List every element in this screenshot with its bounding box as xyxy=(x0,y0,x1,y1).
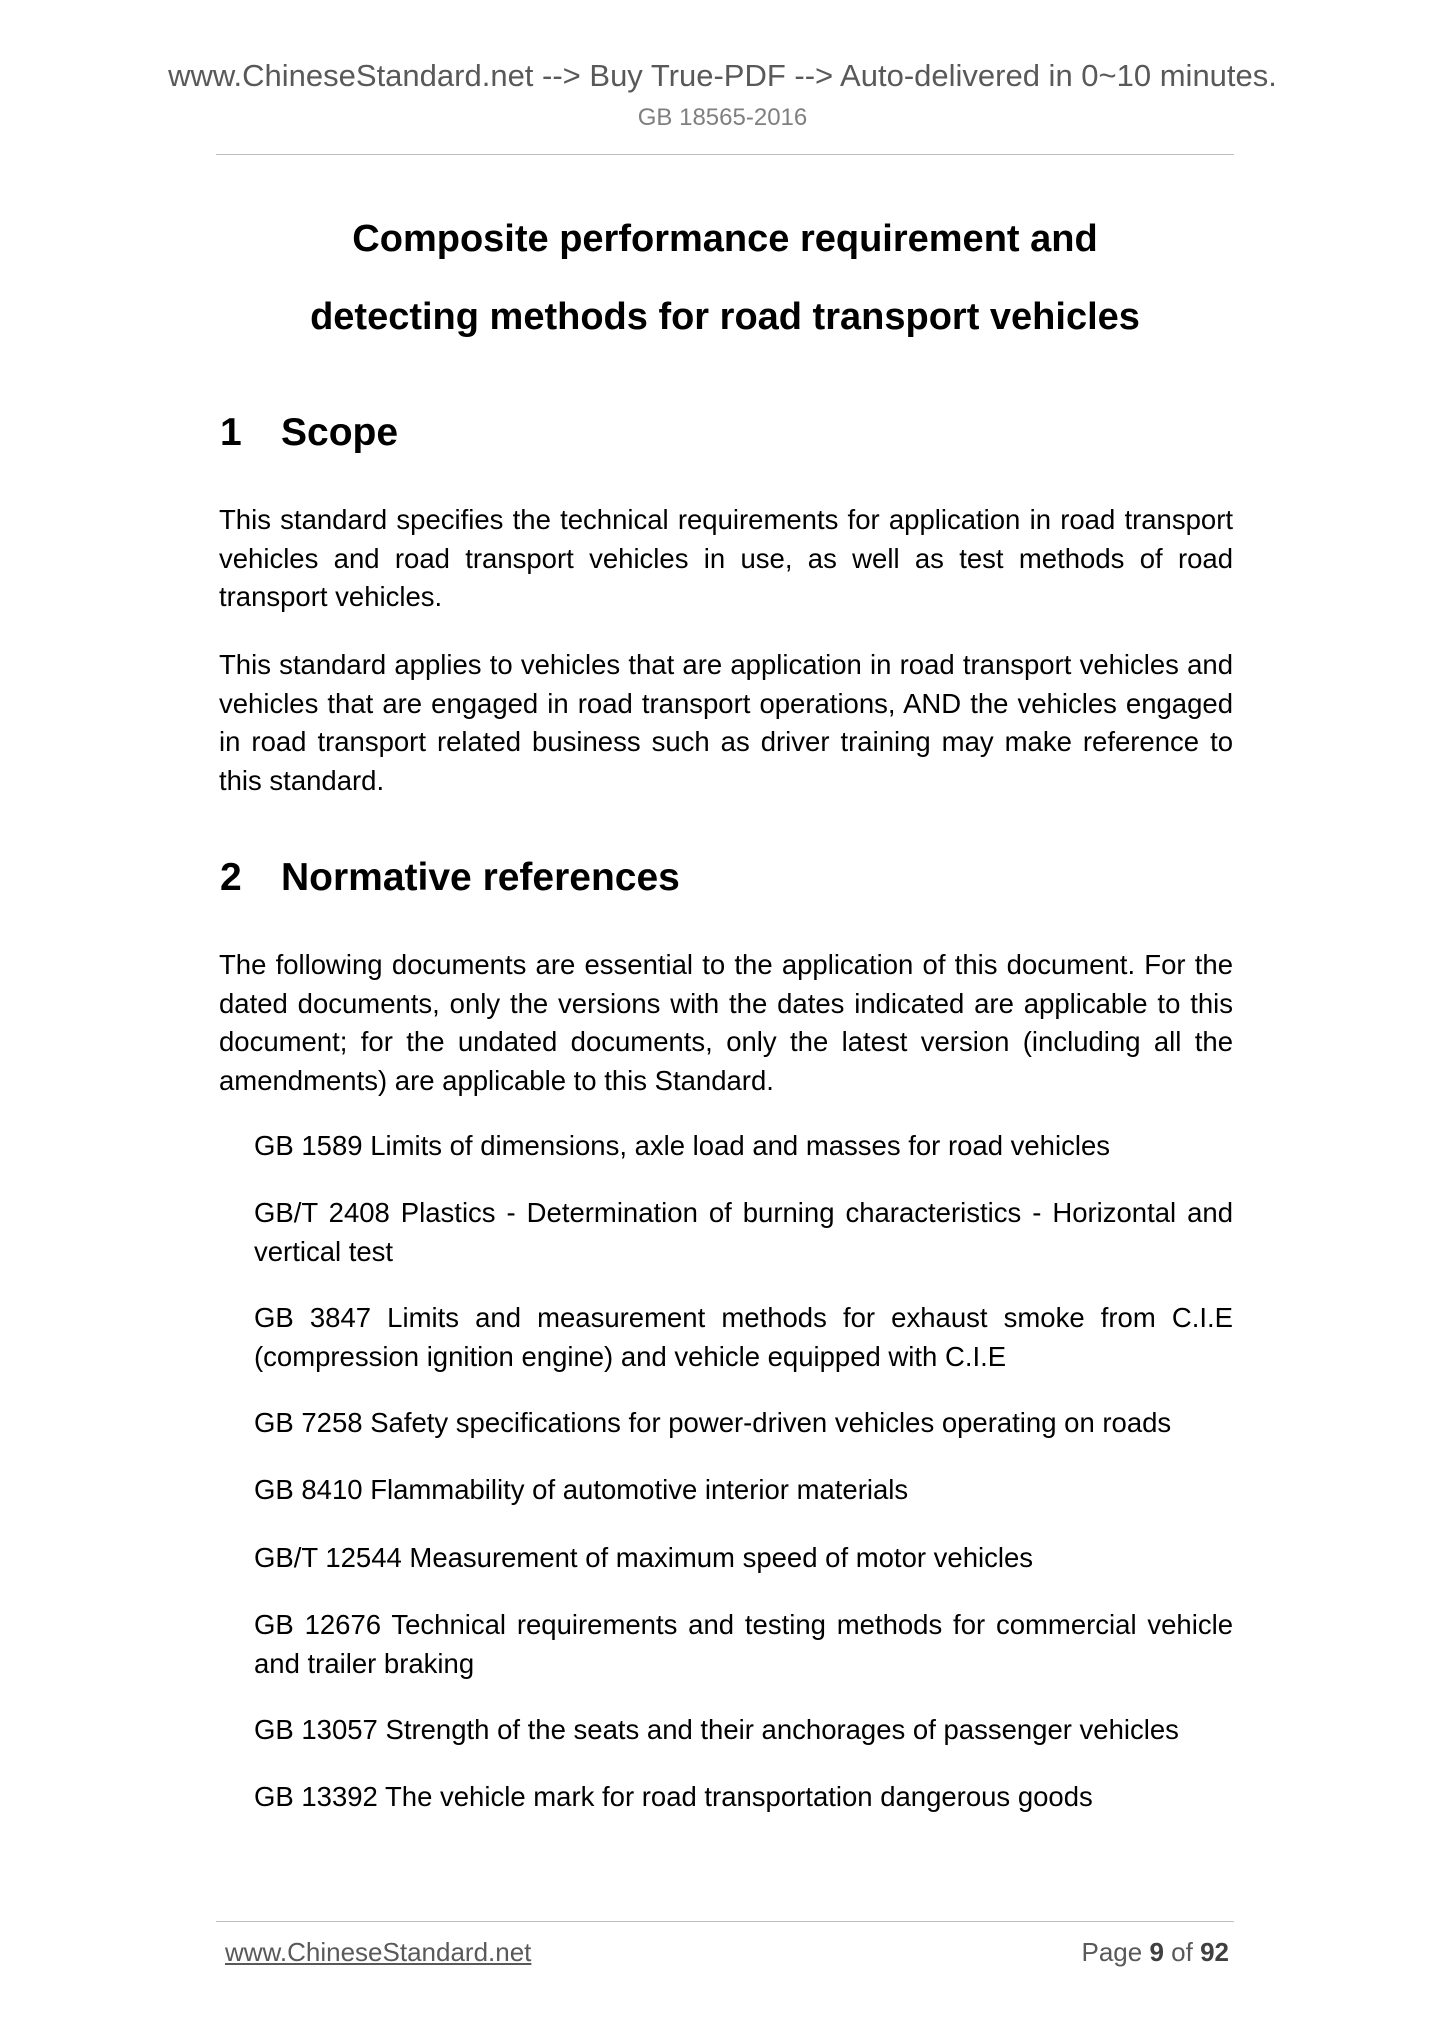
reference-item: GB 12676 Technical requirements and testing methods for commercial vehicle and trailer braking xyxy=(254,1609,1233,1679)
page-total: 92 xyxy=(1200,1937,1229,1967)
section-heading-scope xyxy=(220,411,398,455)
reference-item: GB 13392 The vehicle mark for road transportation dangerous goods xyxy=(254,1781,1093,1812)
footer-website-link[interactable]: www.ChineseStandard.net xyxy=(225,1937,532,1967)
section-heading-normative xyxy=(220,856,680,900)
footer-divider xyxy=(216,1921,1234,1922)
title-line-2: detecting methods for road transport vehicles xyxy=(310,296,1140,338)
reference-item: GB 8410 Flammability of automotive interior materials xyxy=(254,1474,909,1505)
normative-intro: The following documents are essential to the application of this document. For the dated documents, only the versions with the dates indicated are applicable to this document; for the undated documents, only the latest version (including all the amendments) are applicable to this Standard. xyxy=(219,949,1233,1096)
reference-item: GB 13057 Strength of the seats and their anchorages of passenger vehicles xyxy=(254,1714,1179,1745)
reference-item: GB/T 12544 Measurement of maximum speed of motor vehicles xyxy=(254,1542,1034,1573)
reference-item: GB 7258 Safety specifications for power-driven vehicles operating on roads xyxy=(254,1407,1172,1438)
section-number: 2 xyxy=(220,856,242,899)
document-title xyxy=(216,200,1234,356)
scope-paragraph-2: This standard applies to vehicles that are application in road transport vehicles and vehicles that are engaged in road transport operations, AND the vehicles engaged in road transport related business such as driver training may make reference to this standard. xyxy=(219,649,1233,796)
header-banner[interactable]: www.ChineseStandard.net --> Buy True-PDF --> Auto-delivered in 0~10 minutes. xyxy=(168,58,1277,93)
title-line-1: Composite performance requirement and xyxy=(352,218,1098,260)
reference-item: GB/T 2408 Plastics - Determination of burning characteristics - Horizontal and vertical test xyxy=(254,1197,1233,1267)
scope-paragraph-1: This standard specifies the technical requirements for application in road transport vehicles and road transport vehicles in use, as well as test methods of road transport vehicles. xyxy=(219,504,1233,612)
section-number: 1 xyxy=(220,411,242,454)
section-title: Scope xyxy=(281,411,399,454)
page-of: of xyxy=(1171,1937,1193,1967)
standard-code: GB 18565-2016 xyxy=(637,104,808,131)
page-indicator xyxy=(1081,1937,1229,1968)
page-prefix: Page xyxy=(1081,1937,1143,1967)
header-divider xyxy=(216,154,1234,155)
page-number: 9 xyxy=(1149,1937,1164,1967)
reference-item: GB 1589 Limits of dimensions, axle load and masses for road vehicles xyxy=(254,1130,1110,1161)
reference-item: GB 3847 Limits and measurement methods for exhaust smoke from C.I.E (compression ignition engine) and vehicle equipped with C.I.E xyxy=(254,1302,1233,1372)
section-title: Normative references xyxy=(281,856,680,899)
